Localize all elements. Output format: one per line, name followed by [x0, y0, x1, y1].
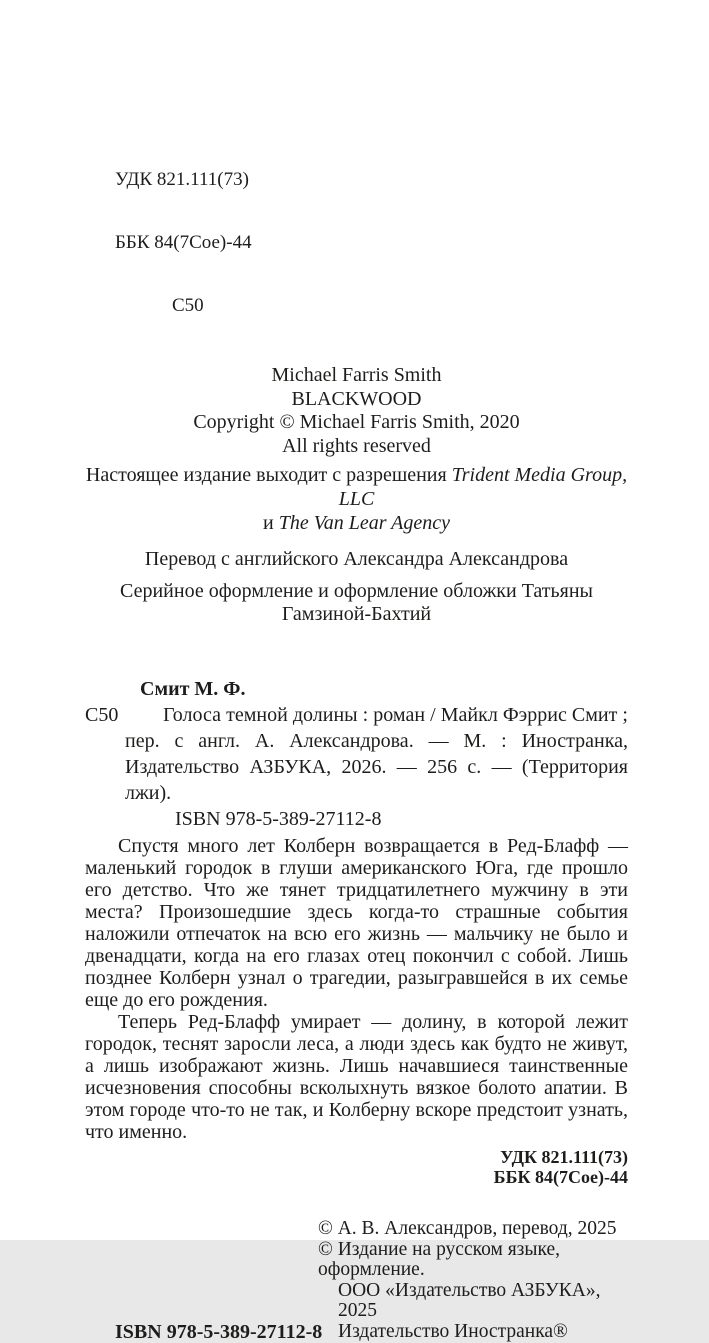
translation-credit: Перевод с английского Александра Александрова [144, 548, 569, 570]
bbk-line: ББК 84(7Сое)-44 [115, 232, 252, 253]
card-body [85, 702, 628, 806]
agency-name-2: The Van Lear Agency [278, 512, 450, 534]
copyright-translator-line: © А. В. Александров, перевод, 2025 [318, 1218, 617, 1239]
card-author-heading: Смит М. Ф. [140, 678, 246, 700]
bottom-imprint-block [85, 1219, 628, 1342]
copyright-block [318, 1219, 628, 1342]
footer-udk-line: УДК 821.111(73) [500, 1147, 628, 1167]
design-credit: Серийное оформление и оформление обложки Татьяны Гамзиной-Бахтий [120, 580, 593, 625]
card-sign-label: С50 [85, 704, 119, 726]
bottom-isbn: ISBN 978-5-389-27112-8 [115, 1320, 323, 1343]
copyright-imprint-line: Издательство Иностранка® [338, 1320, 568, 1342]
card-isbn: ISBN 978-5-389-27112-8 [175, 808, 382, 830]
original-rights: All rights reserved [282, 434, 431, 457]
card-description: Голоса темной долины : роман / Майкл Фэррис Смит ; пер. с англ. А. Александрова. — М. : Иностранка, Издательство АЗБУКА, 2026. — 256 с. — (Территория лжи). [125, 704, 628, 804]
permission-prefix: Настоящее издание выходит с разрешения [85, 464, 452, 486]
original-author: Michael Farris Smith [271, 364, 442, 386]
annotation-paragraph-1: Спустя много лет Колберн возвращается в Ред-Блафф — маленький городок в глуши американского Юга, где прошло его детство. Что же тянет тридцатилетнего мужчину в эти места? Произошедшие здесь когда-то страшные события наложили отпечаток на всю его жизнь — мальчику не было и двенадцати, когда на его глазах отец покончил с собой. Лишь позднее Колберн узнал о трагедии, разыгравшейся в их семье еще до его рождения. [85, 835, 628, 1011]
original-edition-block [85, 364, 628, 458]
agency-name-1: Trident Media Group, LLC [338, 464, 628, 510]
catalog-card [85, 676, 628, 832]
udk-line: УДК 821.111(73) [115, 169, 249, 190]
annotation-paragraph-2: Теперь Ред-Блафф умирает — долину, в которой лежит городок, теснят заросли леса, а люди здесь как будто не живут, а лишь изображают жизнь. Лишь начавшиеся таинственные исчезновения способны всколыхнуть вязкое болото апатии. В этом городе что-то не так, и Колберну вскоре предстоит узнать, что именно. [85, 1011, 628, 1143]
author-sign-line: С50 [172, 295, 204, 316]
classification-block [115, 127, 628, 358]
copyright-edition-line: © Издание на русском языке, оформление. [318, 1238, 560, 1280]
original-copyright: Copyright © Michael Farris Smith, 2020 [193, 411, 520, 433]
permission-paragraph [85, 463, 628, 535]
annotation-block [85, 835, 628, 1143]
classification-bottom-block [85, 1148, 628, 1187]
permission-conjunction: и [263, 512, 279, 534]
original-title: BLACKWOOD [291, 387, 422, 410]
copyright-publisher-line: ООО «Издательство АЗБУКА», 2025 [338, 1279, 601, 1321]
footer-bbk-line: ББК 84(7Сое)-44 [493, 1166, 628, 1187]
